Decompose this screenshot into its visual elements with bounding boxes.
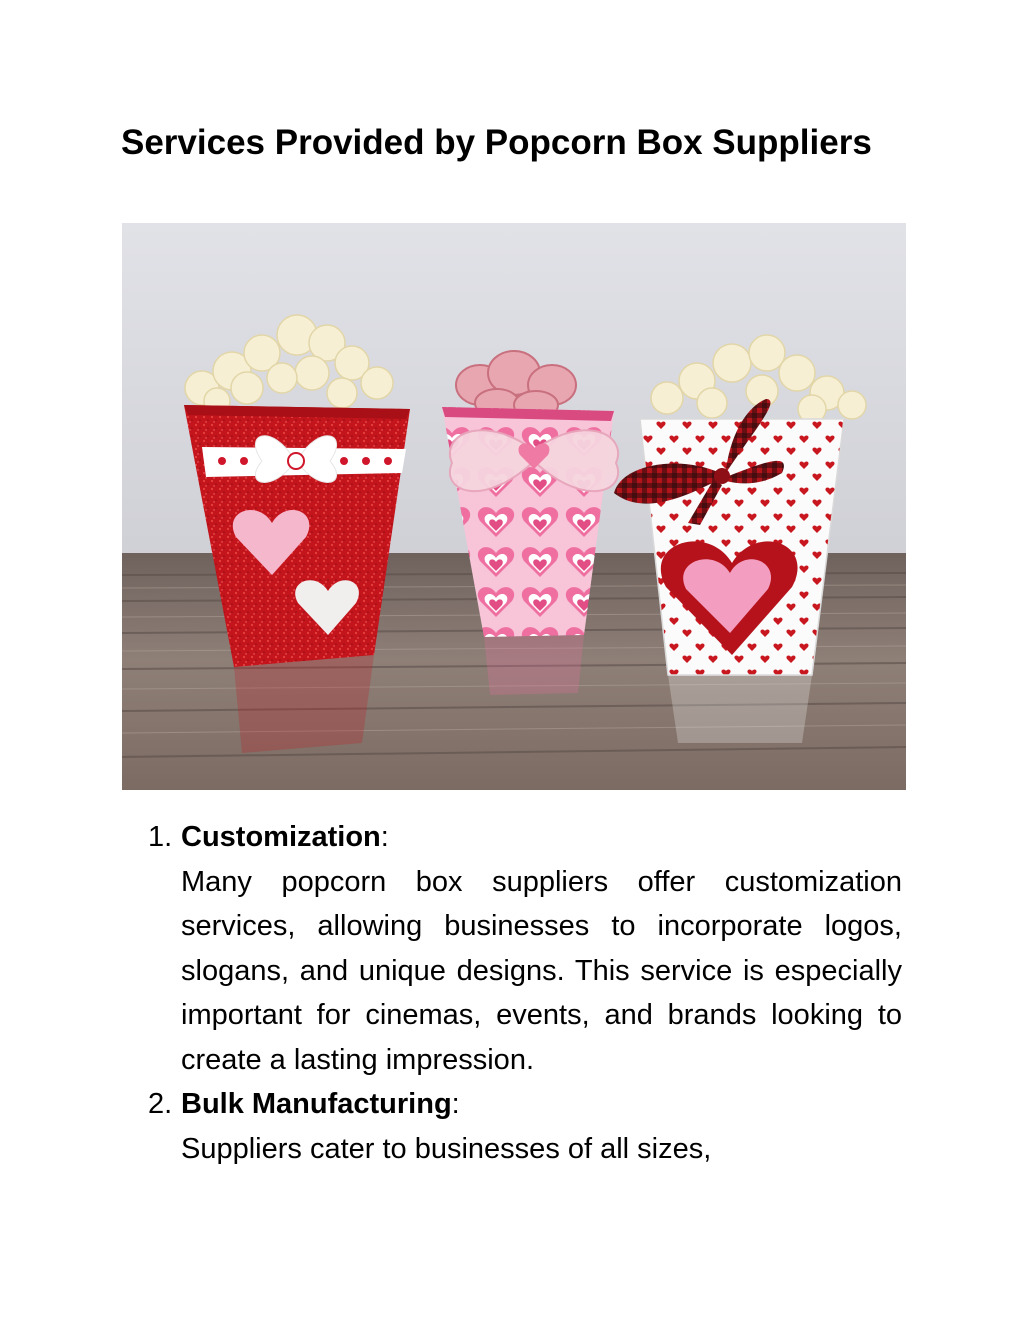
list-item-heading-line [181, 815, 902, 860]
services-list [144, 815, 902, 1171]
list-item-heading-line [181, 1082, 902, 1127]
list-item-colon: : [380, 821, 389, 853]
list-item-body: Suppliers cater to businesses of all sizes, [181, 1132, 712, 1165]
list-item [144, 815, 902, 1082]
list-item [144, 1082, 902, 1171]
list-item-body: Many popcorn box suppliers offer customization services, allowing businesses to incorporate logos, slogans, and unique designs. This service is especially important for cinemas, events, and brands looking to create a lasting impression. [181, 865, 902, 1076]
list-item-number: 2. [148, 1088, 173, 1120]
list-item-heading: Customization [181, 821, 381, 853]
page-title: Services Provided by Popcorn Box Suppliers [121, 123, 872, 162]
popcorn-boxes-image [122, 223, 906, 790]
list-item-colon: : [451, 1088, 460, 1120]
list-item-number: 1. [148, 821, 173, 853]
list-item-heading: Bulk Manufacturing [181, 1088, 452, 1120]
